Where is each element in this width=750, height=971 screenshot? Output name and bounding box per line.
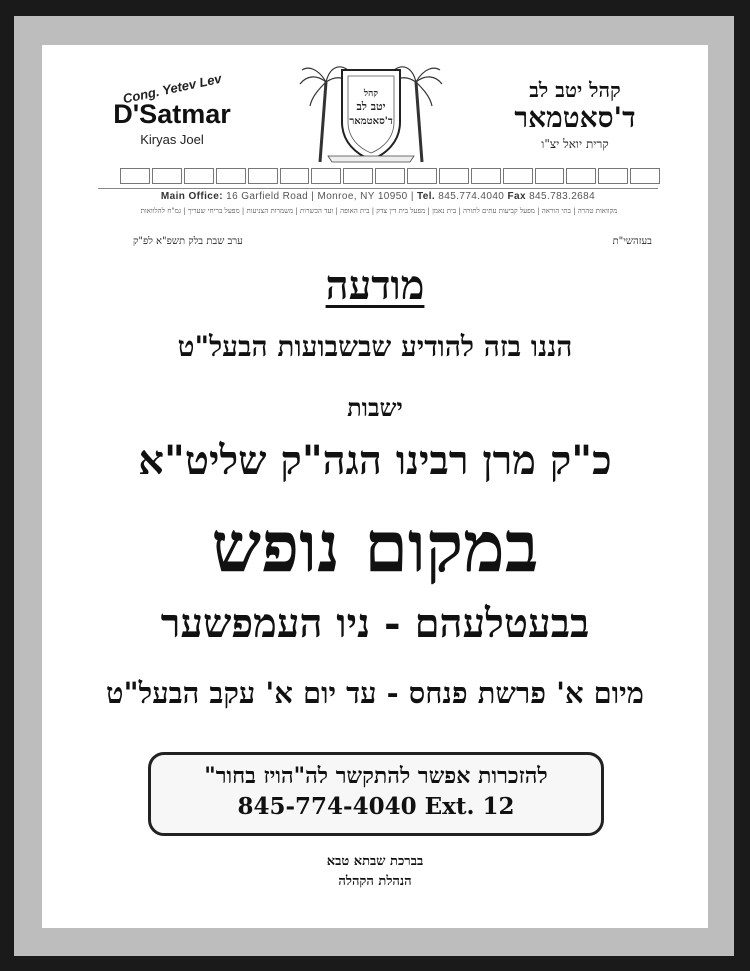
department-box: [311, 168, 341, 184]
signature-line-1: בברכת שבתא טבא: [326, 854, 424, 869]
notice-title-text: מודעה: [325, 262, 425, 309]
department-box: [630, 168, 660, 184]
date-heading-right: בעזהשי"ת: [612, 236, 652, 247]
address-line: [98, 191, 658, 202]
notice-line-2: ישבות: [347, 393, 403, 422]
signature-line-2: הנהלת הקהלה: [338, 874, 412, 889]
department-box: [280, 168, 310, 184]
location-english: Kiryas Joel: [140, 132, 204, 147]
department-box: [120, 168, 150, 184]
notice-line-5: בבעטלעהם - ניו העמפשער: [160, 600, 590, 647]
department-box: [184, 168, 214, 184]
contact-phone: 845-774-4040 Ext. 12: [237, 793, 515, 820]
contact-box-text: להזכרות אפשר להתקשר לה"הויז בחור": [204, 763, 548, 789]
org-name-hebrew: ד'סאטמאר: [514, 101, 636, 134]
org-emblem-icon: [298, 62, 444, 164]
address-main-label: Main Office:: [160, 191, 223, 202]
department-boxes: [120, 168, 660, 184]
notice-line-4: במקום נופש: [211, 505, 539, 588]
notice-line-3: כ"ק מרן רבינו הגה"ק שליט"א: [138, 437, 612, 484]
department-box: [375, 168, 405, 184]
department-box: [439, 168, 469, 184]
department-box: [566, 168, 596, 184]
org-name-english: D'Satmar: [113, 99, 231, 129]
location-hebrew: קרית יואל יצ"ו: [541, 137, 609, 151]
notice-title: [42, 262, 708, 309]
department-box: [503, 168, 533, 184]
emblem-text-3: ד'סאטמאר: [349, 116, 393, 127]
tel-label: Tel.: [417, 191, 436, 202]
letterhead-divider: [98, 188, 658, 189]
department-box: [152, 168, 182, 184]
notice-line-6: מיום א' פרשת פנחס - עד יום א' עקב הבעל"ט: [106, 676, 644, 710]
fax-label: Fax: [507, 191, 526, 202]
notice-line-1: הננו בזה להודיע שבשבועות הבעל"ט: [177, 330, 573, 363]
department-box: [248, 168, 278, 184]
date-heading-left: ערב שבת בלק תשפ"א לפ"ק: [133, 236, 243, 247]
tel-number: 845.774.4040: [438, 191, 505, 202]
department-box: [471, 168, 501, 184]
fax-number: 845.783.2684: [529, 191, 596, 202]
department-box: [343, 168, 373, 184]
institutions-line: מקוואות טהרה | בתי הוראה | מפעל קביעות עתים לתורה | בית נאמן | מפעל בית דין צדק | בית האופה | ועד הכשרות | משמרות הצניעות | מפעל בריחי שעריך | גמ"ח להלוואות: [140, 207, 618, 215]
letterhead-english: [72, 70, 272, 147]
department-box: [535, 168, 565, 184]
contact-box: [148, 752, 604, 836]
emblem-text-1: קהל: [363, 89, 379, 99]
department-box: [216, 168, 246, 184]
department-box: [407, 168, 437, 184]
address-text: 16 Garfield Road | Monroe, NY 10950 |: [226, 191, 414, 202]
letterhead-hebrew: [480, 78, 670, 152]
cong-label: Cong. Yetev Lev: [121, 70, 223, 107]
org-name-hebrew-top: קהל יטב לב: [529, 78, 621, 102]
emblem-text-2: יטב לב: [356, 100, 386, 113]
department-box: [598, 168, 628, 184]
